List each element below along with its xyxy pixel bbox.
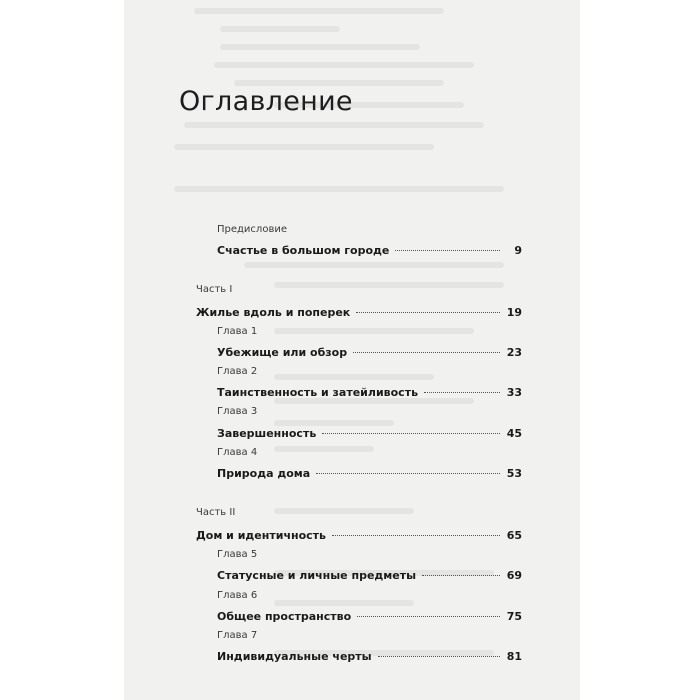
toc-entry-page: 45 — [506, 427, 522, 440]
toc-entry-page: 23 — [506, 346, 522, 359]
toc-entry-title: Завершенность — [217, 427, 317, 440]
toc-entry-chapter[interactable] — [217, 610, 522, 623]
leader-dots — [378, 656, 500, 657]
toc-entry-title: Статусные и личные предметы — [217, 569, 417, 582]
toc-entry-preface[interactable] — [217, 244, 522, 257]
leader-dots — [357, 616, 500, 617]
leader-dots — [395, 250, 500, 251]
page-title: Оглавление — [179, 86, 353, 117]
toc-entry-chapter[interactable] — [217, 650, 522, 663]
chapter-label: Глава 1 — [217, 326, 258, 337]
part-label: Часть II — [196, 507, 236, 518]
leader-dots — [422, 575, 500, 576]
chapter-label: Глава 2 — [217, 366, 258, 377]
chapter-label: Глава 4 — [217, 447, 258, 458]
toc-entry-page: 81 — [506, 650, 522, 663]
chapter-label: Глава 5 — [217, 549, 258, 560]
toc-entry-page: 19 — [506, 306, 522, 319]
leader-dots — [316, 473, 500, 474]
toc-entry-page: 65 — [506, 529, 522, 542]
part-label: Часть I — [196, 284, 233, 295]
toc-entry-part[interactable] — [196, 529, 522, 542]
book-page — [124, 0, 580, 700]
chapter-label: Глава 3 — [217, 406, 258, 417]
leader-dots — [332, 535, 500, 536]
toc-entry-chapter[interactable] — [217, 386, 522, 399]
toc-entry-title: Таинственность и затейливость — [217, 386, 419, 399]
chapter-label: Глава 7 — [217, 630, 258, 641]
leader-dots — [322, 433, 500, 434]
toc-entry-page: 53 — [506, 467, 522, 480]
leader-dots — [353, 352, 500, 353]
leader-dots — [356, 312, 500, 313]
toc-entry-title: Счастье в большом городе — [217, 244, 390, 257]
toc-entry-chapter[interactable] — [217, 467, 522, 480]
toc-entry-title: Общее пространство — [217, 610, 352, 623]
toc-entry-title: Природа дома — [217, 467, 311, 480]
toc-entry-title: Дом и идентичность — [196, 529, 327, 542]
toc-entry-title: Убежище или обзор — [217, 346, 348, 359]
toc-entry-part[interactable] — [196, 306, 522, 319]
leader-dots — [424, 392, 500, 393]
toc-entry-page: 33 — [506, 386, 522, 399]
toc-entry-title: Индивидуальные черты — [217, 650, 372, 663]
toc-entry-page: 69 — [506, 569, 522, 582]
toc-entry-chapter[interactable] — [217, 569, 522, 582]
toc-entry-page: 75 — [506, 610, 522, 623]
toc-entry-chapter[interactable] — [217, 346, 522, 359]
toc-entry-page: 9 — [514, 244, 522, 257]
preface-label: Предисловие — [217, 224, 287, 235]
toc-entry-title: Жилье вдоль и поперек — [196, 306, 351, 319]
chapter-label: Глава 6 — [217, 590, 258, 601]
toc-entry-chapter[interactable] — [217, 427, 522, 440]
